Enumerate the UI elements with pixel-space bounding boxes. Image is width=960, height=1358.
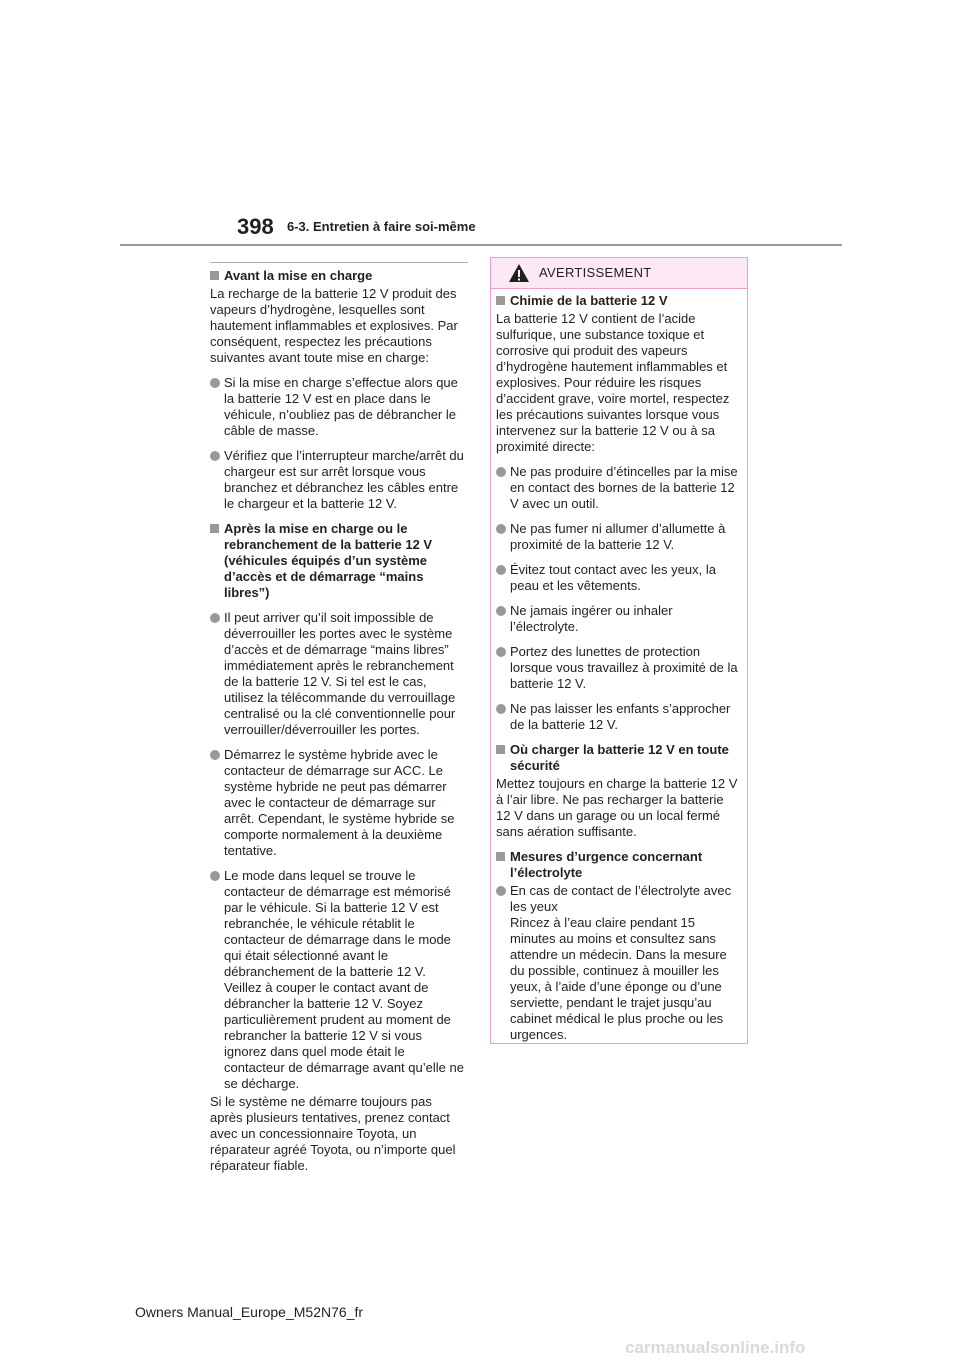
list-item — [496, 701, 738, 733]
subheading-text: Mesures d’urgence concernant l’électrolyte — [510, 849, 703, 880]
subheading-text: Où charger la batterie 12 V en toute sécurité — [510, 742, 729, 773]
header-divider — [120, 244, 842, 246]
list-item — [210, 375, 466, 439]
list-item-text: Vérifiez que l’interrupteur marche/arrêt du chargeur est sur arrêt lorsque vous branchez et débranchez les câbles entre le chargeur et la batterie 12 V. — [224, 448, 464, 511]
paragraph: Mettez toujours en charge la batterie 12 V à l’air libre. Ne pas recharger la batterie 12 V dans un garage ou un local fermé sans aération suffisante. — [496, 776, 738, 839]
list-item — [496, 464, 738, 512]
warning-triangle-icon — [508, 263, 530, 283]
list-item-text: Évitez tout contact avec les yeux, la peau et les vêtements. — [510, 562, 716, 593]
bullet-dot-icon — [210, 378, 220, 388]
list-item-text: Démarrez le système hybride avec le contacteur de démarrage sur ACC. Le système hybride ne peut pas démarrer avec le contacteur de démarrage sur arrêt. Cependant, le système hybride se comporte normalement à la deuxième tentative. — [224, 747, 455, 858]
subheading-text: Après la mise en charge ou le rebranchement de la batterie 12 V (véhicules équipés d’un système d’accès et de démarrage “mains libres”) — [224, 521, 433, 600]
warning-header — [491, 258, 747, 289]
bullet-dot-icon — [210, 750, 220, 760]
section-title: 6-3. Entretien à faire soi-même — [287, 219, 476, 234]
list-item — [210, 868, 466, 1092]
list-item — [210, 747, 466, 859]
list-item-text: Portez des lunettes de protection lorsque vous travaillez à proximité de la batterie 12 V. — [510, 644, 738, 691]
square-bullet-icon — [496, 296, 505, 305]
page-number: 398 — [237, 214, 274, 239]
left-column — [210, 268, 466, 1183]
bullet-dot-icon — [496, 704, 506, 714]
warning-body — [496, 293, 738, 1052]
bullet-dot-icon — [496, 467, 506, 477]
list-item — [210, 448, 466, 512]
bullet-dot-icon — [210, 871, 220, 881]
subheading-battery-chemistry — [496, 293, 738, 309]
warning-title: AVERTISSEMENT — [539, 265, 652, 280]
subheading-text: Avant la mise en charge — [224, 268, 373, 283]
list-item-text: Rincez à l’eau claire pendant 15 minutes au moins et consultez sans attendre un médecin. Dans la mesure du possible, continuez à mouiller les yeux, à l’aide d’une éponge ou d’une serviette, pendant le trajet jusqu’au cabinet médical le plus proche ou les urgences. — [510, 915, 727, 1042]
list-item — [496, 521, 738, 553]
warning-box — [490, 257, 748, 1044]
list-item-text: Le mode dans lequel se trouve le contacteur de démarrage est mémorisé par le véhicule. Si la batterie 12 V est rebranchée, le véhicule rétablit le contacteur de démarrage dans le mode qui était sélectionné avant le débranchement de la batterie 12 V. Veillez à couper le contact avant de débrancher la batterie 12 V. Soyez particulièrement prudent au moment de rebrancher la batterie 12 V si vous ignorez dans quel mode était le contacteur de démarrage avant qu’elle ne se décharge. — [224, 868, 464, 1091]
subheading-text: Chimie de la batterie 12 V — [510, 293, 668, 308]
left-column-divider — [210, 262, 468, 263]
paragraph: La recharge de la batterie 12 V produit des vapeurs d’hydrogène, lesquelles sont hautement inflammables et explosives. Par conséquent, respectez les précautions suivantes avant toute mise en charge: — [210, 286, 458, 365]
subheading-before-charge — [210, 268, 466, 284]
subheading-after-charge — [210, 521, 466, 601]
bullet-dot-icon — [210, 613, 220, 623]
list-item-text: Ne jamais ingérer ou inhaler l’électrolyte. — [510, 603, 673, 634]
subheading-safe-charging — [496, 742, 738, 774]
list-item — [496, 883, 738, 1043]
bullet-dot-icon — [496, 647, 506, 657]
subheading-electrolyte-emergency — [496, 849, 738, 881]
paragraph: Si le système ne démarre toujours pas après plusieurs tentatives, prenez contact avec un concessionnaire Toyota, un réparateur agréé Toyota, ou n’importe quel réparateur fiable. — [210, 1094, 456, 1173]
list-item-text: Si la mise en charge s’effectue alors que la batterie 12 V est en place dans le véhicule, n’oubliez pas de débrancher le câble de masse. — [224, 375, 458, 438]
bullet-dot-icon — [496, 886, 506, 896]
list-item — [496, 562, 738, 594]
footer-text: Owners Manual_Europe_M52N76_fr — [135, 1304, 364, 1320]
square-bullet-icon — [210, 524, 219, 533]
list-item-text: En cas de contact de l’électrolyte avec les yeux — [510, 883, 732, 914]
list-item — [210, 610, 466, 738]
watermark: carmanualsonline.info — [625, 1338, 806, 1357]
list-item-text: Ne pas produire d’étincelles par la mise en contact des bornes de la batterie 12 V avec un outil. — [510, 464, 738, 511]
square-bullet-icon — [496, 852, 505, 861]
bullet-dot-icon — [496, 606, 506, 616]
list-item-text: Il peut arriver qu’il soit impossible de déverrouiller les portes avec le système d’accès et de démarrage “mains libres” immédiatement après le rebranchement de la batterie 12 V. Si tel est le cas, utilisez la télécommande du verrouillage centralisé ou la clé conventionnelle pour verrouiller/déverrouiller les portes. — [224, 610, 456, 737]
list-item-text: Ne pas laisser les enfants s’approcher de la batterie 12 V. — [510, 701, 731, 732]
square-bullet-icon — [210, 271, 219, 280]
list-item — [496, 603, 738, 635]
list-item — [496, 644, 738, 692]
list-item-text: Ne pas fumer ni allumer d’allumette à proximité de la batterie 12 V. — [510, 521, 726, 552]
paragraph: La batterie 12 V contient de l’acide sulfurique, une substance toxique et corrosive qui produit des vapeurs d’hydrogène hautement inflammables et explosives. Pour réduire les risques d’accident grave, voire mortel, respectez les précautions suivantes lorsque vous intervenez sur la batterie 12 V ou à sa proximité directe: — [496, 311, 730, 454]
square-bullet-icon — [496, 745, 505, 754]
bullet-dot-icon — [496, 565, 506, 575]
bullet-dot-icon — [210, 451, 220, 461]
bullet-dot-icon — [496, 524, 506, 534]
